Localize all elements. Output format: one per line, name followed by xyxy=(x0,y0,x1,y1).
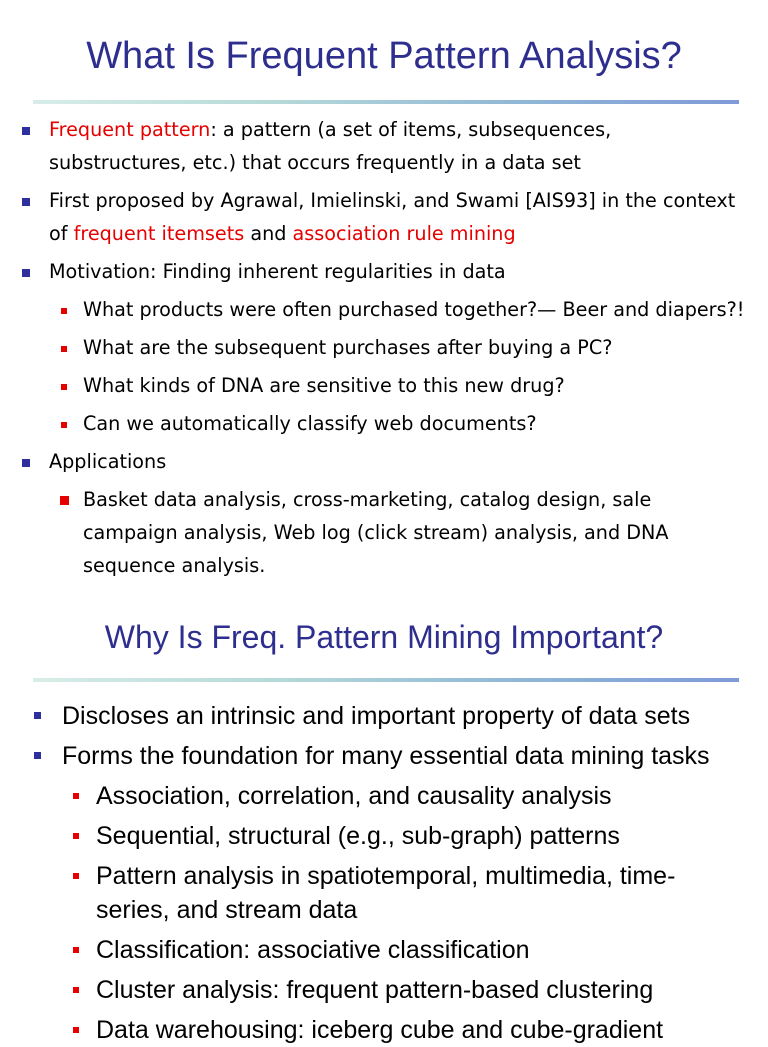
sub-bullet-text: What kinds of DNA are sensitive to this new drug? xyxy=(83,374,565,397)
square-bullet-icon xyxy=(73,1027,79,1033)
square-bullet-icon xyxy=(61,422,67,428)
square-bullet-icon xyxy=(22,198,30,206)
bullet-text: Applications xyxy=(49,450,167,473)
slide-title: Why Is Freq. Pattern Mining Important? xyxy=(104,619,664,655)
sub-bullet-item xyxy=(0,1013,768,1047)
sub-bullet-text: Association, correlation, and causality analysis xyxy=(96,782,612,810)
sub-bullet-item xyxy=(0,933,768,967)
bullet-list xyxy=(0,693,768,1047)
bullet-item xyxy=(0,255,768,288)
sub-bullet-text: Can we automatically classify web documents? xyxy=(83,412,537,435)
square-bullet-icon xyxy=(22,459,30,467)
slide-title: What Is Frequent Pattern Analysis? xyxy=(86,35,682,77)
square-bullet-icon xyxy=(60,496,69,505)
square-bullet-icon xyxy=(34,752,41,759)
sub-bullet-item xyxy=(0,293,768,326)
bullet-item xyxy=(0,699,768,733)
bullet-text: Motivation: Finding inherent regularities in data xyxy=(49,260,506,283)
bullet-text: Forms the foundation for many essential data mining tasks xyxy=(62,742,710,770)
slide-why-pattern-mining-important xyxy=(0,580,768,1044)
sub-bullet-text: Cluster analysis: frequent pattern-based clustering xyxy=(96,976,654,1004)
sub-bullet-item xyxy=(0,859,768,927)
square-bullet-icon xyxy=(61,384,67,390)
sub-bullet-text: Basket data analysis, cross-marketing, catalog design, sale campaign analysis, Web log (click stream) analysis, and DNA sequence analysis. xyxy=(83,488,669,577)
bullet-item xyxy=(0,184,768,250)
square-bullet-icon xyxy=(61,308,67,314)
sub-bullet-text: Pattern analysis in spatiotemporal, multimedia, time-series, and stream data xyxy=(96,862,676,924)
sub-bullet-item xyxy=(0,779,768,813)
sub-bullet-item xyxy=(0,331,768,364)
bullet-text: First proposed by Agrawal, Imielinski, and Swami [AIS93] in the context of xyxy=(49,189,736,245)
sub-bullet-text: Data warehousing: iceberg cube and cube-gradient xyxy=(96,1016,664,1044)
highlight-term: frequent itemsets xyxy=(73,222,245,245)
highlight-term: Frequent pattern xyxy=(49,118,211,141)
bullet-item xyxy=(0,113,768,179)
sub-bullet-item xyxy=(0,369,768,402)
square-bullet-icon xyxy=(73,833,79,839)
square-bullet-icon xyxy=(61,346,67,352)
sub-bullet-item xyxy=(0,819,768,853)
bullet-item xyxy=(0,445,768,478)
bullet-text: Discloses an intrinsic and important property of data sets xyxy=(62,702,691,730)
sub-bullet-item xyxy=(0,973,768,1007)
sub-bullet-text: What products were often purchased together?— Beer and diapers?! xyxy=(83,298,745,321)
square-bullet-icon xyxy=(22,269,30,277)
square-bullet-icon xyxy=(73,987,79,993)
square-bullet-icon xyxy=(73,793,79,799)
bullet-list xyxy=(0,108,768,582)
sub-bullet-item xyxy=(0,407,768,440)
sub-bullet-text: Classification: associative classification xyxy=(96,936,530,964)
square-bullet-icon xyxy=(22,127,30,135)
square-bullet-icon xyxy=(73,947,79,953)
sub-bullet-text: Sequential, structural (e.g., sub-graph) patterns xyxy=(96,822,620,850)
square-bullet-icon xyxy=(34,712,41,719)
square-bullet-icon xyxy=(73,873,79,879)
highlight-term: association rule mining xyxy=(292,222,516,245)
sub-bullet-item xyxy=(0,483,768,582)
sub-bullet-text: What are the subsequent purchases after buying a PC? xyxy=(83,336,613,359)
bullet-item xyxy=(0,739,768,773)
title-divider xyxy=(33,100,739,104)
bullet-text: : a pattern (a set of items, subsequences, substructures, etc.) that occurs frequently in a data set xyxy=(49,118,612,174)
bullet-text: and xyxy=(244,222,293,245)
title-divider xyxy=(33,678,739,682)
